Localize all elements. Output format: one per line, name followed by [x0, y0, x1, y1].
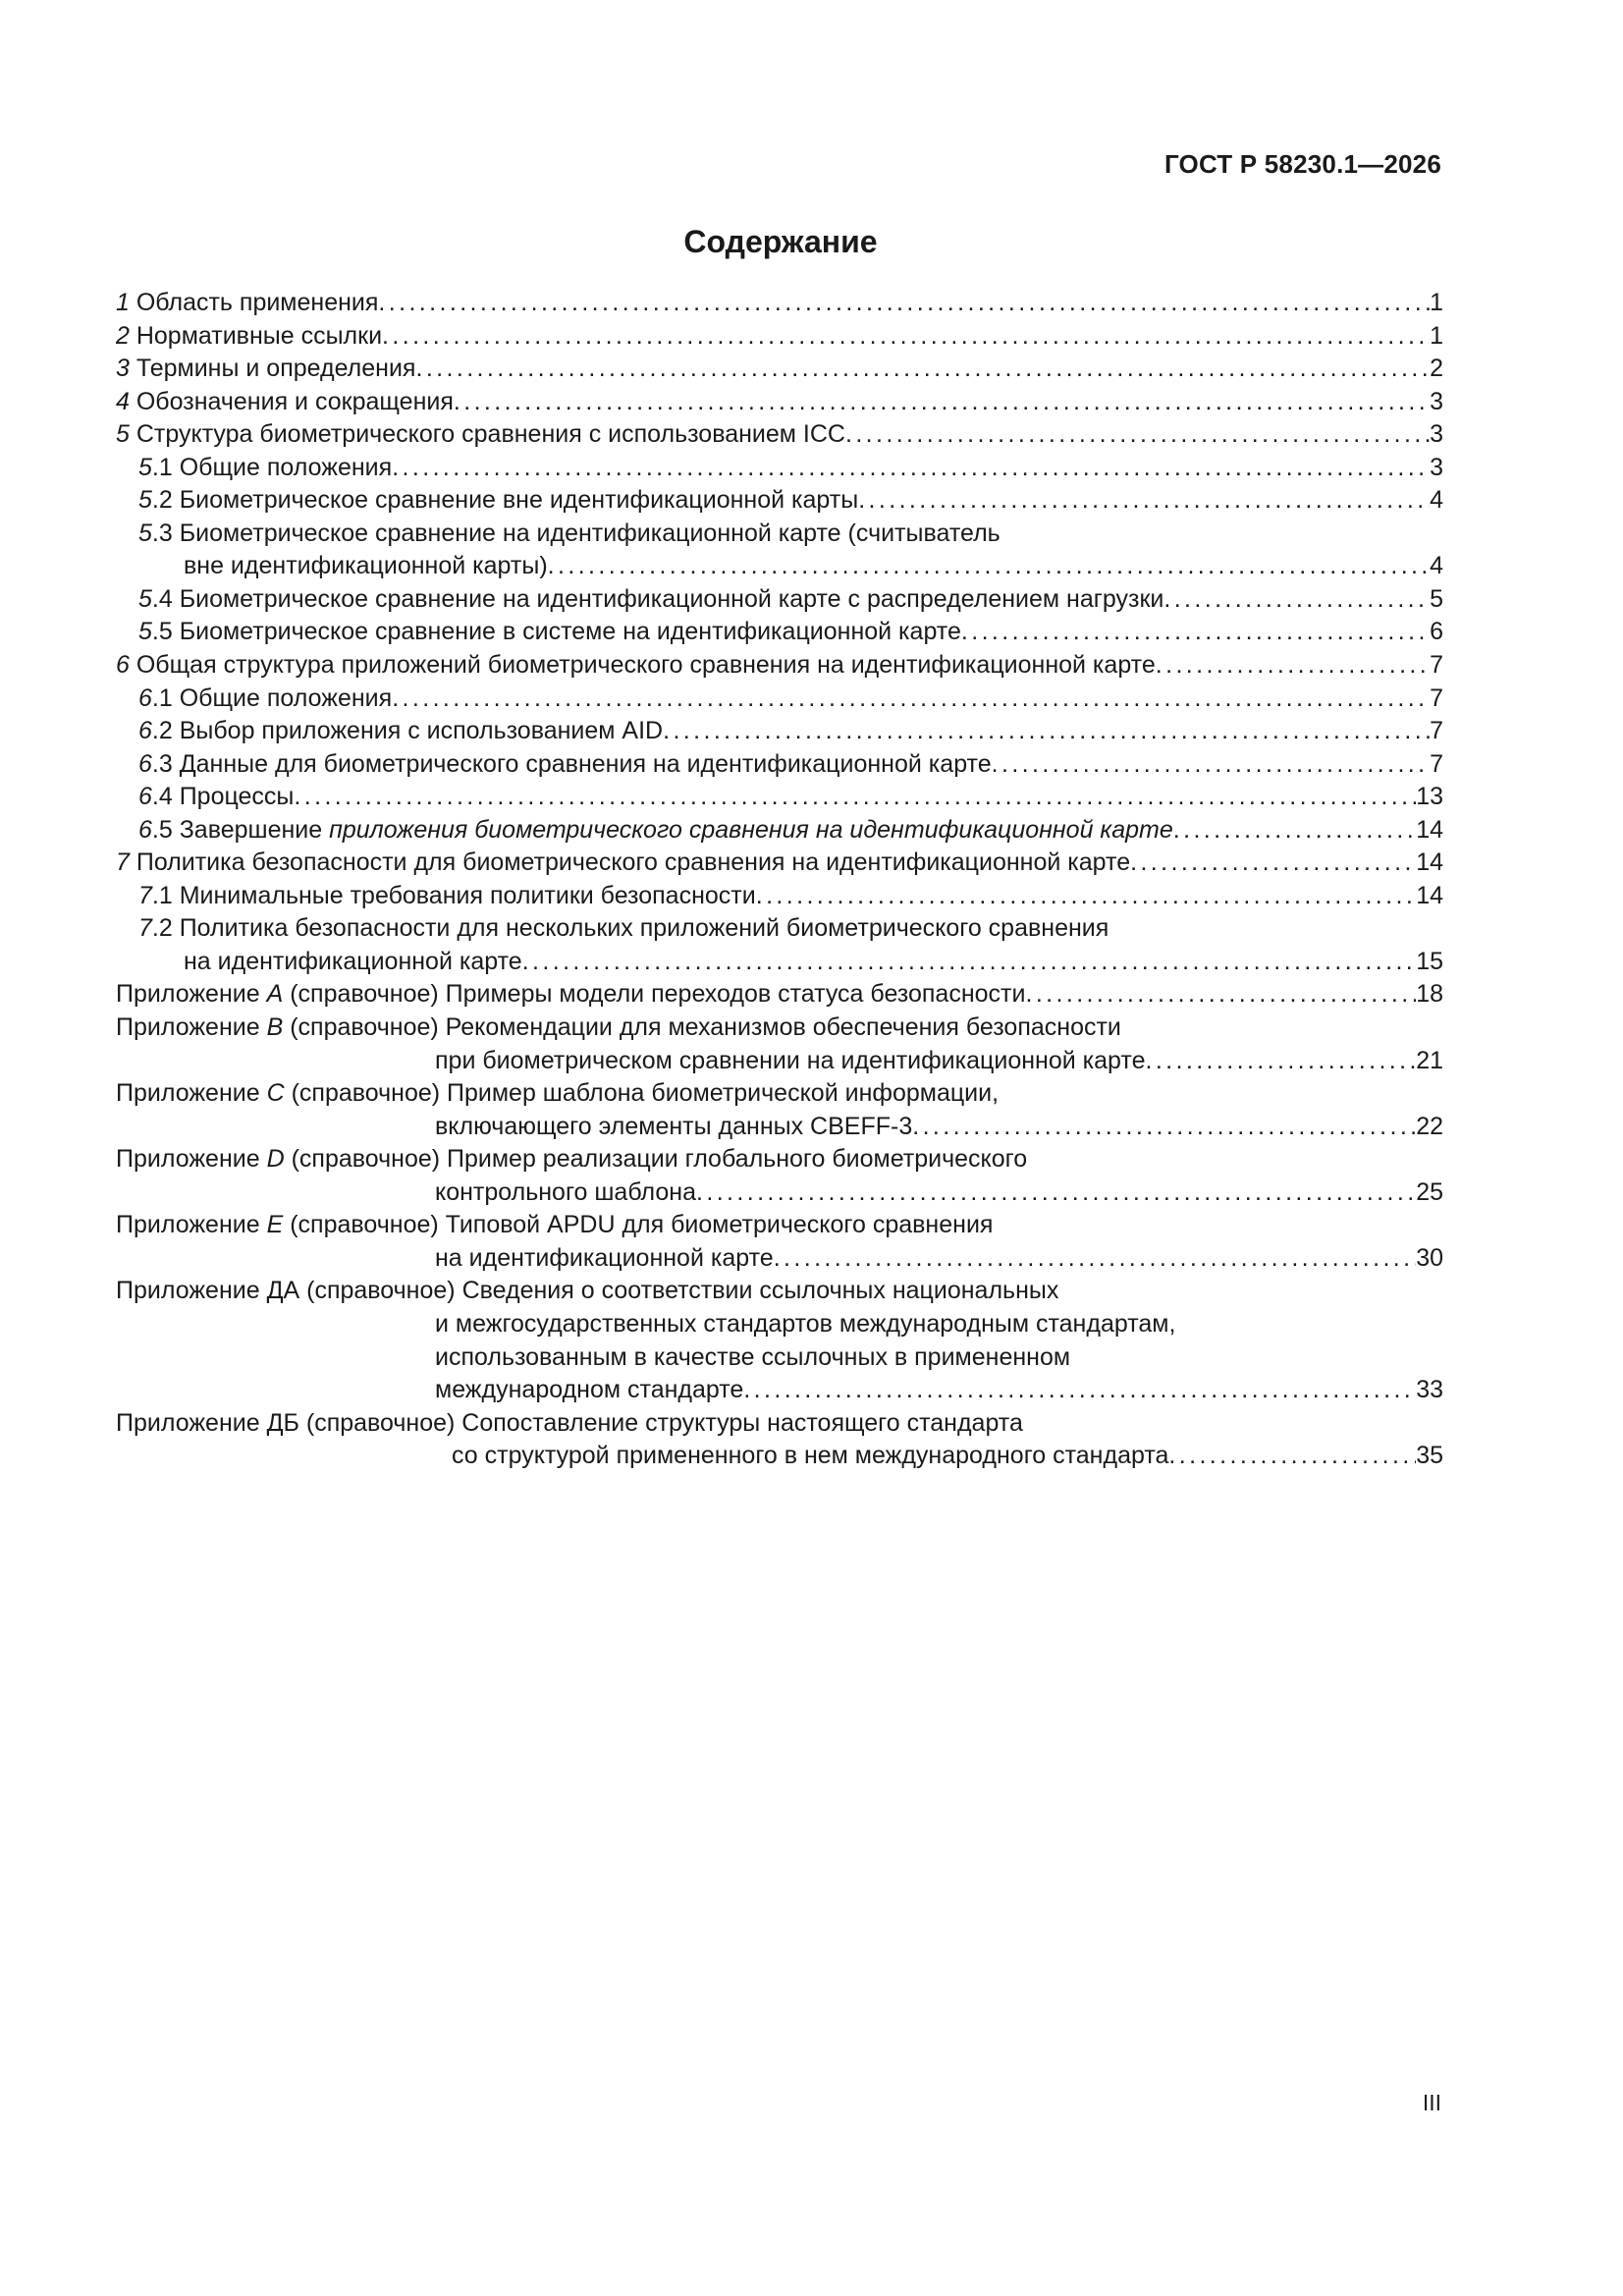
toc-entry-continuation — [116, 1045, 1443, 1078]
toc-page-number: 35 — [1416, 1442, 1443, 1470]
toc-entry-title: Политика безопасности для биометрического сравнения на идентификационной карте — [129, 848, 1131, 877]
toc-page-number: 13 — [1416, 783, 1443, 811]
subsection-number: .2 — [151, 486, 173, 515]
toc-entry-heading — [138, 484, 858, 518]
section-number: 6 — [138, 783, 152, 811]
toc-page-number: 30 — [1416, 1243, 1443, 1272]
toc-entry-continuation — [116, 946, 1443, 979]
leader-dots — [1168, 1440, 1416, 1473]
leader-dots — [294, 781, 1416, 814]
appendix-prefix: Приложение — [116, 1145, 267, 1174]
toc-entry-title: включающего элементы данных CBEFF-3 — [435, 1112, 913, 1140]
toc-entry-title: (справочное) Типовой APDU для биометрического сравнения — [283, 1211, 994, 1239]
toc-page-number: 5 — [1430, 584, 1443, 613]
leader-dots — [1025, 978, 1416, 1011]
toc-entry — [116, 287, 1443, 320]
toc-page-number: 3 — [1430, 420, 1443, 449]
leader-dots — [1156, 649, 1430, 683]
toc-entry-continuation — [116, 1111, 1443, 1144]
toc-entry-title: Общие положения — [172, 453, 393, 481]
toc-page-number: 4 — [1430, 552, 1443, 580]
leader-dots — [992, 748, 1430, 782]
toc-entry-title: контрольного шаблона — [435, 1177, 697, 1206]
toc-entry — [116, 386, 1443, 419]
section-number: 5 — [138, 486, 152, 515]
leader-dots — [382, 320, 1430, 354]
toc-entry-continuation — [116, 550, 1443, 583]
section-number: 3 — [116, 355, 130, 383]
toc-entry-title: (справочное) Пример реализации глобального биометрического — [284, 1145, 1028, 1174]
appendix-prefix: Приложение — [116, 1013, 267, 1042]
toc-entry — [116, 1011, 1443, 1045]
toc-entry-heading — [116, 1011, 1121, 1045]
section-number: 7 — [116, 848, 130, 877]
toc-page-number: 18 — [1416, 980, 1443, 1009]
toc-entry — [116, 452, 1443, 485]
toc-entry-title: Область применения — [129, 289, 379, 316]
toc-entry — [116, 1407, 1443, 1441]
toc-entry-heading — [116, 287, 378, 320]
leader-dots — [1173, 814, 1416, 847]
page-number: III — [1422, 2090, 1441, 2115]
toc-entry-title: Биометрическое сравнение в системе на идентификационной карте — [172, 618, 961, 646]
toc-entry — [116, 847, 1443, 880]
toc-entry-heading — [116, 1077, 999, 1111]
appendix-prefix: Приложение — [116, 1408, 267, 1437]
toc-entry-continuation — [116, 1341, 1443, 1375]
toc-entry-title: на идентификационной карте — [435, 1243, 774, 1272]
leader-dots — [378, 287, 1430, 320]
toc-entry — [116, 1143, 1443, 1176]
toc-entry-title: Минимальные требования политики безопасности — [172, 881, 756, 909]
leader-dots — [696, 1176, 1416, 1210]
toc-page-number: 2 — [1430, 355, 1443, 383]
leader-dots — [663, 715, 1430, 748]
toc-entry-continuation — [116, 1308, 1443, 1341]
toc-entry — [116, 912, 1443, 946]
subsection-number: .5 — [151, 618, 173, 646]
section-number: 2 — [116, 321, 130, 350]
toc-entry-title: со структурой примененного в нем международного стандарта — [452, 1442, 1169, 1470]
toc-entry-title: Термины и определения — [129, 355, 416, 383]
toc-entry-title: Выбор приложения с использованием AID — [172, 717, 664, 745]
toc-entry-title: (справочное) Пример шаблона биометрической информации, — [284, 1079, 1000, 1108]
toc-entry-heading — [138, 518, 1001, 551]
toc-page-number: 14 — [1416, 848, 1443, 877]
toc-page-number: 7 — [1430, 749, 1443, 778]
section-number: 1 — [116, 289, 130, 316]
toc-page-number: 1 — [1430, 289, 1443, 316]
toc-page-number: 14 — [1416, 881, 1443, 909]
toc-entry — [116, 748, 1443, 782]
leader-dots — [454, 386, 1430, 419]
toc-entry — [116, 781, 1443, 814]
toc-entry — [116, 1275, 1443, 1308]
toc-entry-title: Обозначения и сокращения — [129, 387, 454, 415]
toc-page-number: 21 — [1416, 1046, 1443, 1074]
toc-entry-heading — [116, 1143, 1027, 1176]
subsection-number: .4 — [151, 584, 173, 613]
leader-dots — [548, 550, 1430, 583]
toc-entry — [116, 978, 1443, 1011]
toc-entry-heading — [138, 683, 392, 716]
toc-title: Содержание — [683, 224, 878, 259]
toc-entry-heading — [116, 649, 1156, 683]
section-number: 5 — [138, 584, 152, 613]
section-number: 6 — [116, 651, 130, 680]
toc-entry — [116, 616, 1443, 649]
section-number: 6 — [138, 749, 152, 778]
document-code: ГОСТ Р 58230.1—2026 — [1163, 149, 1441, 179]
toc-entry-title: (справочное) Сопоставление структуры настоящего стандарта — [298, 1408, 1023, 1437]
toc-page-number: 7 — [1430, 717, 1443, 745]
section-number: 7 — [138, 914, 152, 943]
section-number: A — [266, 980, 284, 1009]
toc-entry-title: Биометрическое сравнение на идентификационной карте (считыватель — [172, 519, 1001, 547]
toc-entry-heading — [138, 452, 392, 485]
toc-entry — [116, 715, 1443, 748]
toc-entry-title: международном стандарте — [435, 1376, 744, 1404]
toc-page-number: 6 — [1430, 618, 1443, 646]
subsection-number: .3 — [151, 519, 173, 547]
leader-dots — [522, 946, 1416, 979]
toc-entry — [116, 484, 1443, 518]
toc-page-number: 4 — [1430, 486, 1443, 515]
leader-dots — [392, 452, 1430, 485]
toc-entry-title: на идентификационной карте — [184, 947, 522, 975]
section-number: ДА — [266, 1277, 300, 1305]
toc-page-number: 15 — [1416, 947, 1443, 975]
leader-dots — [1163, 583, 1430, 617]
toc-entry-title: Политика безопасности для нескольких приложений биометрического сравнения — [172, 914, 1109, 943]
leader-dots — [912, 1111, 1416, 1144]
toc-entry-title: при биометрическом сравнении на идентификационной карте — [435, 1046, 1146, 1074]
section-number: B — [266, 1013, 284, 1042]
toc-entry-heading — [138, 814, 1173, 847]
toc-entry-title: использованным в качестве ссылочных в примененном — [435, 1342, 1071, 1371]
toc-entry-continuation — [116, 1176, 1443, 1210]
toc-entry-title: (справочное) Примеры модели переходов статуса безопасности — [283, 980, 1026, 1009]
section-number: 6 — [138, 815, 152, 844]
leader-dots — [845, 418, 1430, 452]
toc-entry-heading — [138, 748, 992, 782]
toc-page-number: 1 — [1430, 321, 1443, 350]
toc-entry-title: Данные для биометрического сравнения на идентификационной карте — [172, 749, 992, 778]
toc-entry-heading — [138, 583, 1163, 617]
toc-entry-heading — [116, 1275, 1058, 1308]
toc-page-number: 3 — [1430, 387, 1443, 415]
toc-entry — [116, 518, 1443, 551]
toc-page-number: 3 — [1430, 453, 1443, 481]
section-number: 6 — [138, 683, 152, 712]
toc-entry — [116, 353, 1443, 386]
leader-dots — [392, 683, 1430, 716]
toc-entry-heading — [138, 715, 663, 748]
toc-entry-heading — [138, 781, 294, 814]
toc-entry-heading — [116, 847, 1130, 880]
toc-entry — [116, 418, 1443, 452]
section-number: 6 — [138, 717, 152, 745]
toc-page-number: 22 — [1416, 1112, 1443, 1140]
toc-entry — [116, 814, 1443, 847]
leader-dots — [1130, 847, 1416, 880]
leader-dots — [1145, 1045, 1416, 1078]
toc-page-number: 7 — [1430, 651, 1443, 680]
table-of-contents — [116, 287, 1443, 1473]
toc-entry-heading — [138, 616, 961, 649]
toc-page-number: 25 — [1416, 1177, 1443, 1206]
leader-dots — [858, 484, 1430, 518]
leader-dots — [961, 616, 1430, 649]
appendix-prefix: Приложение — [116, 1079, 267, 1108]
section-number: 5 — [138, 519, 152, 547]
section-number: 5 — [116, 420, 130, 449]
toc-entry-title: Биометрическое сравнение вне идентификационной карты — [172, 486, 859, 515]
toc-page-number: 7 — [1430, 683, 1443, 712]
toc-entry-heading — [116, 1209, 993, 1242]
section-number: 5 — [138, 618, 152, 646]
toc-entry — [116, 880, 1443, 913]
section-number: C — [266, 1079, 285, 1108]
toc-entry-title: (справочное) Сведения о соответствии ссылочных национальных — [299, 1277, 1059, 1305]
toc-entry-title: Завершение — [172, 815, 330, 844]
toc-entry-title: Общие положения — [172, 683, 393, 712]
toc-entry-continuation — [116, 1374, 1443, 1407]
section-number: 7 — [138, 881, 152, 909]
appendix-prefix: Приложение — [116, 1211, 267, 1239]
toc-entry — [116, 649, 1443, 683]
appendix-prefix: Приложение — [116, 980, 267, 1009]
subsection-number: .4 — [151, 783, 173, 811]
toc-entry-title: Процессы — [172, 783, 295, 811]
toc-entry — [116, 1209, 1443, 1242]
leader-dots — [774, 1242, 1416, 1276]
subsection-number: .3 — [151, 749, 173, 778]
toc-entry-title: Нормативные ссылки — [129, 321, 383, 350]
leader-dots — [756, 880, 1416, 913]
subsection-number: .2 — [151, 717, 173, 745]
toc-entry-heading — [116, 1407, 1023, 1441]
toc-entry — [116, 583, 1443, 617]
subsection-number: .1 — [151, 453, 173, 481]
section-number: D — [266, 1145, 285, 1174]
toc-entry-heading — [116, 320, 382, 354]
toc-entry-heading — [138, 912, 1109, 946]
toc-entry-heading — [116, 353, 415, 386]
section-number: ДБ — [266, 1408, 299, 1437]
toc-page-number: 14 — [1416, 815, 1443, 844]
toc-entry — [116, 320, 1443, 354]
toc-entry-heading — [116, 418, 845, 452]
toc-entry — [116, 683, 1443, 716]
toc-entry-continuation — [116, 1242, 1443, 1276]
toc-entry-title: вне идентификационной карты) — [184, 552, 548, 580]
leader-dots — [415, 353, 1430, 386]
toc-entry-heading — [116, 978, 1025, 1011]
toc-entry-heading — [138, 880, 756, 913]
toc-page-number: 33 — [1416, 1376, 1443, 1404]
section-number: 5 — [138, 453, 152, 481]
toc-entry — [116, 1077, 1443, 1111]
toc-entry-title-italic: приложения биометрического сравнения на идентификационной карте — [329, 815, 1173, 844]
section-number: E — [266, 1211, 284, 1239]
subsection-number: .1 — [151, 881, 173, 909]
subsection-number: .1 — [151, 683, 173, 712]
toc-entry-title: Общая структура приложений биометрического сравнения на идентификационной карте — [129, 651, 1156, 680]
subsection-number: .2 — [151, 914, 173, 943]
appendix-prefix: Приложение — [116, 1277, 267, 1305]
toc-entry-continuation — [116, 1440, 1443, 1473]
toc-entry-title: Структура биометрического сравнения с использованием ICC — [129, 420, 845, 449]
leader-dots — [743, 1374, 1416, 1407]
toc-entry-title: Биометрическое сравнение на идентификационной карте с распределением нагрузки — [172, 584, 1164, 613]
subsection-number: .5 — [151, 815, 173, 844]
toc-entry-title: и межгосударственных стандартов международным стандартам, — [435, 1309, 1176, 1338]
toc-entry-heading — [116, 386, 454, 419]
section-number: 4 — [116, 387, 130, 415]
toc-entry-title: (справочное) Рекомендации для механизмов обеспечения безопасности — [283, 1013, 1121, 1042]
